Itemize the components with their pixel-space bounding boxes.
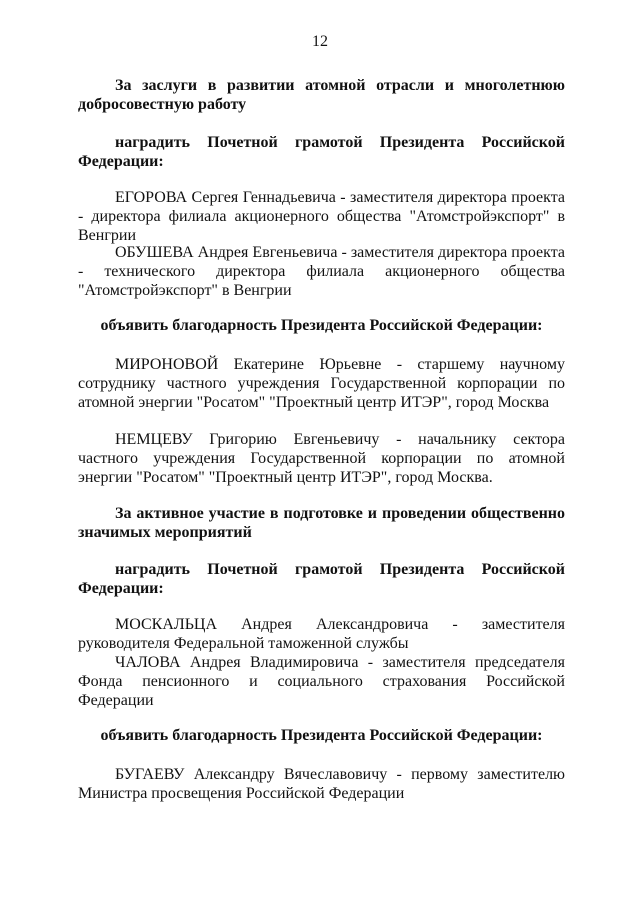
section-2-heading: За активное участие в подготовке и проведении общественно значимых мероприятий <box>78 505 565 541</box>
section-1-awardee: МИРОНОВОЙ Екатерине Юрьевне - старшему научному сотруднику частного учреждения Государственной корпорации по атомной энергии "Росатом" "Проектный центр ИТЭР", город Москва <box>78 356 565 411</box>
section-1-award-gratitude: объявить благодарность Президента Российской Федерации: <box>100 317 543 334</box>
section-1-award-certificate: наградить Почетной грамотой Президента Российской Федерации: <box>78 134 565 170</box>
section-1-awardee: ОБУШЕВА Андрея Евгеньевича - заместителя директора проекта - технического директора филиала акционерного общества "Атомстройэкспорт" в Венгрии <box>78 244 565 299</box>
section-2-awardee: ЧАЛОВА Андрея Владимировича - заместителя председателя Фонда пенсионного и социального страхования Российской Федерации <box>78 654 565 709</box>
section-1-awardee: НЕМЦЕВУ Григорию Евгеньевичу - начальнику сектора частного учреждения Государственной корпорации по атомной энергии "Росатом" "Проектный центр ИТЭР", город Москва. <box>78 431 565 486</box>
section-1-heading: За заслуги в развитии атомной отрасли и многолетнюю добросовестную работу <box>78 77 565 113</box>
section-2-awardee: БУГАЕВУ Александру Вячеславовичу - первому заместителю Министра просвещения Российской Федерации <box>78 766 565 802</box>
section-2-awardee: МОСКАЛЬЦА Андрея Александровича - заместителя руководителя Федеральной таможенной службы <box>78 616 565 652</box>
page-number: 12 <box>312 33 328 50</box>
section-2-award-gratitude: объявить благодарность Президента Российской Федерации: <box>100 727 543 744</box>
section-1-awardee: ЕГОРОВА Сергея Геннадьевича - заместителя директора проекта - директора филиала акционерного общества "Атомстройэкспорт" в Венгрии <box>78 189 565 244</box>
section-2-award-certificate: наградить Почетной грамотой Президента Российской Федерации: <box>78 561 565 597</box>
